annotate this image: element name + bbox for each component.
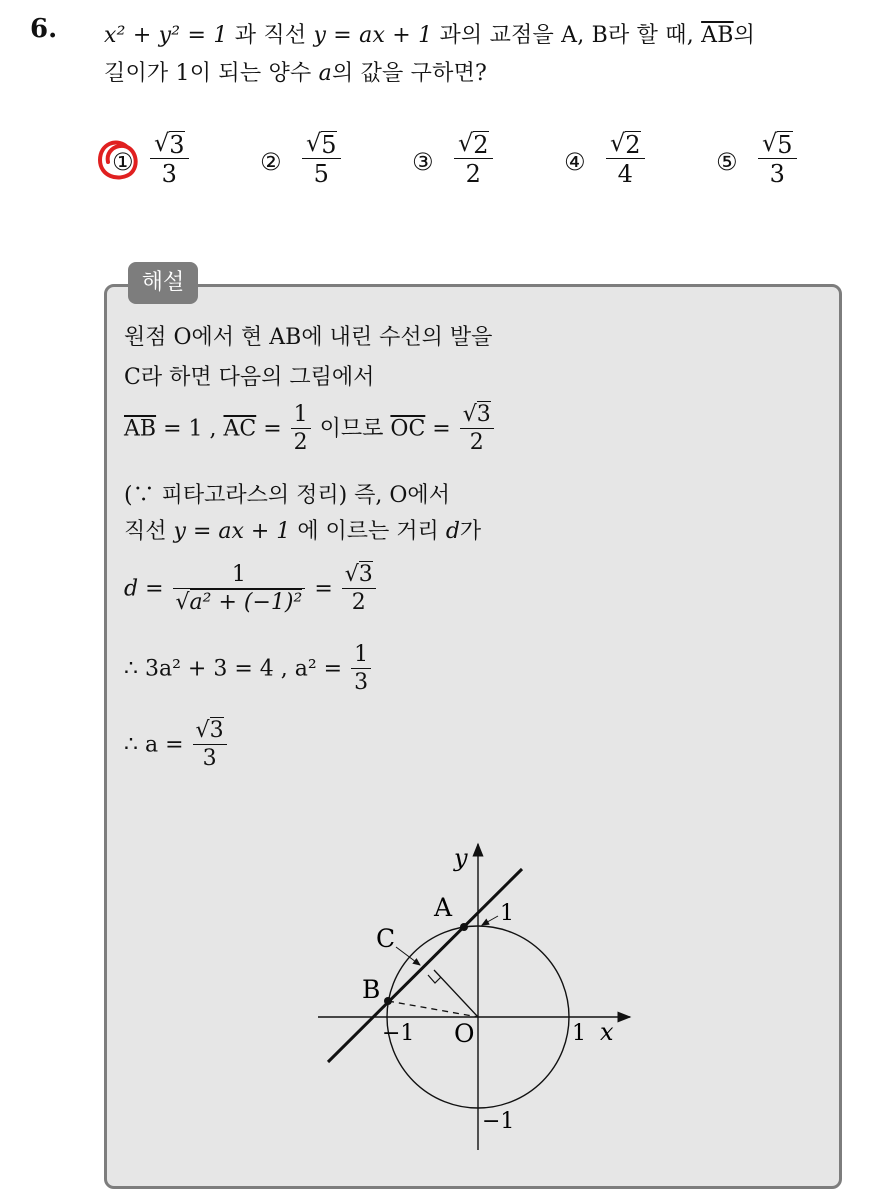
coordinate-diagram xyxy=(300,830,660,1160)
answer-choices xyxy=(100,128,820,200)
variable-a: a xyxy=(318,61,332,86)
choice-number: ③ xyxy=(412,148,434,176)
label-a: A xyxy=(434,893,453,922)
solution-line-1: 원점 O에서 현 AB에 내린 수선의 발을 xyxy=(124,325,493,350)
question-line-1 xyxy=(104,18,755,49)
numerator: 1 xyxy=(354,642,369,667)
distance-fraction: $\frac{1}{\text{√a² + (−1)²}}$ xyxy=(173,562,306,617)
equation-text: = xyxy=(314,576,333,602)
line-equation: y = ax + 1 xyxy=(173,519,291,544)
variable-d: d xyxy=(445,519,460,544)
line-equation: y = ax + 1 xyxy=(313,23,433,48)
fraction-one-third xyxy=(351,642,371,697)
label-minus1-left: −1 xyxy=(382,1021,415,1046)
label-o: O xyxy=(454,1019,475,1048)
choice-denominator: 4 xyxy=(617,160,633,188)
equation-text: ∴ 3a² + 3 = 4 , a² = xyxy=(124,656,343,682)
segment-ab: $\overline{AB}$ xyxy=(124,416,157,442)
solution-text: 에 이르는 거리 xyxy=(297,519,439,544)
answer-fraction: $\frac{√3}{3}$ xyxy=(193,718,227,773)
label-b: B xyxy=(362,975,381,1004)
segment-ac: $\overline{AC}$ xyxy=(223,416,257,442)
solution-text: 이므로 xyxy=(319,416,384,442)
label-1-right: 1 xyxy=(572,1021,586,1046)
choice-numerator: 2 xyxy=(625,131,641,159)
fraction-root3-over-2: $\frac{√3}{2}$ xyxy=(460,402,494,457)
choice-numerator: 2 xyxy=(473,131,489,159)
choice-fraction: √ 2 2 xyxy=(454,128,493,189)
solution-text: 직선 xyxy=(124,519,167,544)
denominator: 3 xyxy=(202,746,217,771)
choice-numerator: 5 xyxy=(321,131,337,159)
numerator: 1 xyxy=(231,562,246,587)
choice-fraction: √ 5 3 xyxy=(758,128,797,189)
question-number: 6. xyxy=(30,14,58,44)
denominator: 3 xyxy=(354,670,369,695)
equation-text: = xyxy=(263,416,282,442)
equation-text: = 1 , xyxy=(163,416,217,442)
label-1-top: 1 xyxy=(500,901,514,926)
solution-line-7 xyxy=(124,642,373,697)
choice-numerator: 5 xyxy=(777,131,793,159)
y-axis-label: y xyxy=(454,844,468,872)
point-a xyxy=(460,923,468,931)
solution-line-2: C라 하면 다음의 그림에서 xyxy=(124,365,375,390)
choice-fraction: √ 3 3 xyxy=(150,128,189,189)
equation-text: = xyxy=(432,416,451,442)
choice-denominator: 3 xyxy=(769,160,785,188)
choice-denominator: 5 xyxy=(313,160,329,188)
label-1-pointer xyxy=(482,916,498,925)
question-text: 의 값을 구하면? xyxy=(331,61,488,86)
question-line-2 xyxy=(104,56,487,87)
equation-text: d = xyxy=(124,576,164,602)
fraction-half xyxy=(291,402,311,457)
question-text: 의 xyxy=(733,23,756,48)
fraction-root3-over-2: $\frac{√3}{2}$ xyxy=(342,562,376,617)
choice-fraction: √ 2 4 xyxy=(606,128,645,189)
x-axis-label: x xyxy=(600,1018,614,1046)
segment-oc: $\overline{OC}$ xyxy=(390,416,426,442)
choice-number: ④ xyxy=(564,148,586,176)
question-text: 과의 교점을 A, B라 할 때, xyxy=(439,23,694,48)
solution-tag: 해설 xyxy=(128,262,198,304)
equation-text: ∴ a = xyxy=(124,732,184,758)
denominator: a² + (−1)² xyxy=(189,590,303,615)
solution-line-4: (∵ 피타고라스의 정리) 즉, O에서 xyxy=(124,483,450,508)
numerator: 1 xyxy=(293,402,308,427)
segment-ab: $\overline{AB}$ xyxy=(701,23,734,48)
choice-number: ② xyxy=(260,148,282,176)
denominator: 2 xyxy=(293,430,308,455)
denominator: 2 xyxy=(351,590,366,615)
question-text: 과 직선 xyxy=(234,23,307,48)
numerator: 3 xyxy=(476,402,491,427)
choice-number: ⑤ xyxy=(716,148,738,176)
point-b xyxy=(384,997,392,1005)
choice-denominator: 3 xyxy=(161,160,177,188)
line-ab xyxy=(328,869,522,1062)
choice-fraction: √ 5 5 xyxy=(302,128,341,189)
solution-line-8 xyxy=(124,718,229,773)
solution-line-3 xyxy=(124,402,496,457)
label-minus1-bottom: −1 xyxy=(482,1109,515,1134)
choice-denominator: 2 xyxy=(465,160,481,188)
numerator: 3 xyxy=(209,718,224,743)
solution-line-5 xyxy=(124,514,481,545)
choice-numerator: 3 xyxy=(169,131,185,159)
circle-equation: x² + y² = 1 xyxy=(104,23,228,48)
question-text: 길이가 1이 되는 양수 xyxy=(104,61,312,86)
solution-line-6 xyxy=(124,562,378,617)
label-c: C xyxy=(376,924,396,953)
choice-number: ① xyxy=(112,148,134,176)
solution-text: 가 xyxy=(459,519,482,544)
numerator: 3 xyxy=(358,562,373,587)
denominator: 2 xyxy=(469,430,484,455)
